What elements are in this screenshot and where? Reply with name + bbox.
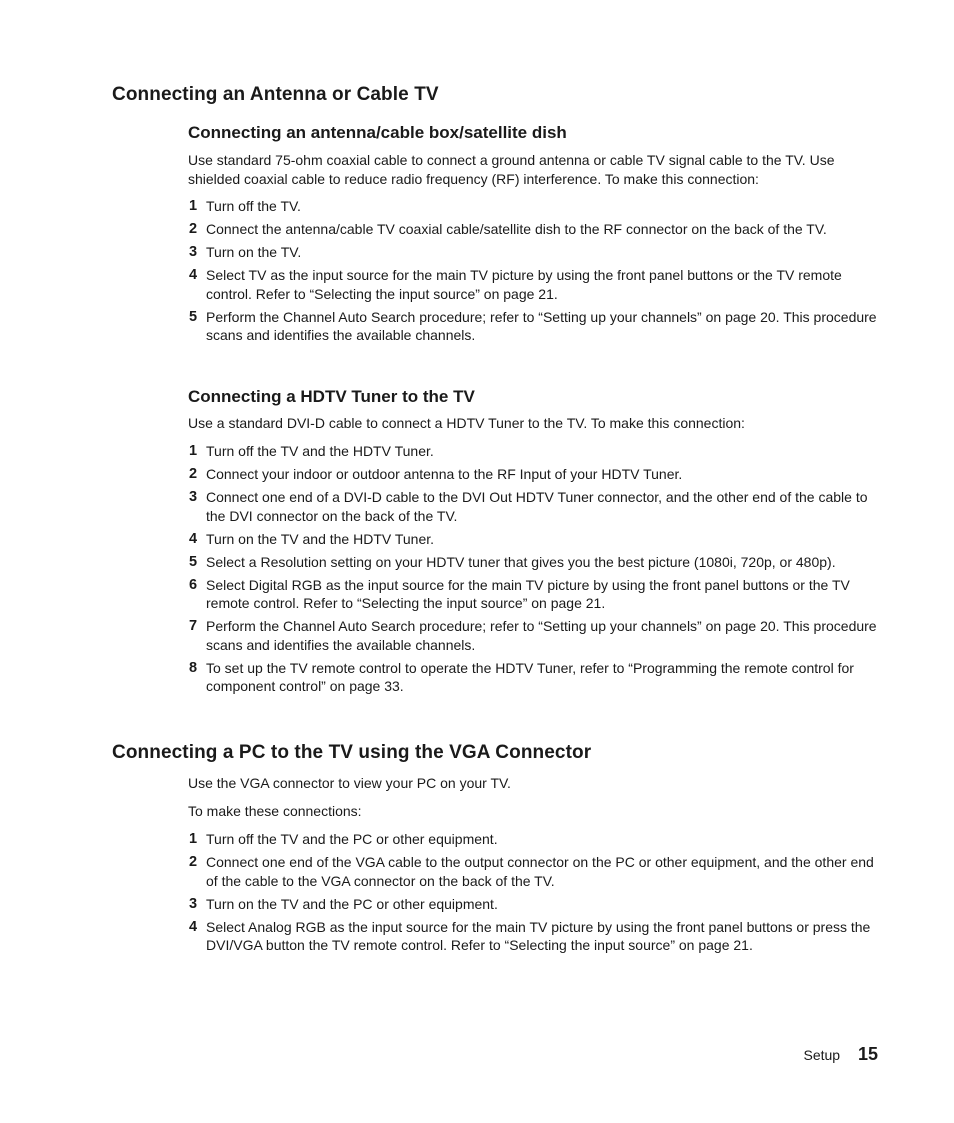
step-item: [188, 617, 882, 654]
heading-antenna-cable: Connecting an Antenna or Cable TV: [112, 84, 439, 105]
step-number: 3: [189, 489, 198, 505]
step-item: [188, 895, 882, 914]
step-item: [188, 442, 882, 461]
heading-vga: Connecting a PC to the TV using the VGA Connector: [112, 742, 592, 763]
step-text: Connect one end of a DVI-D cable to the DVI Out HDTV Tuner connector, and the other end of the cable to the DVI connector on the back of the TV.: [206, 489, 868, 524]
page-footer: [803, 1044, 878, 1065]
step-item: [188, 488, 882, 525]
step-text: Select Digital RGB as the input source for the main TV picture by using the front panel buttons or the TV remote control. Refer to “Selecting the input source” on page 21.: [206, 576, 850, 611]
step-number: 1: [189, 831, 198, 847]
step-text: Turn off the TV and the HDTV Tuner.: [206, 443, 434, 459]
step-number: 4: [189, 918, 198, 935]
step-text: Turn on the TV.: [206, 244, 302, 260]
intro-hdtv: Use a standard DVI-D cable to connect a HDTV Tuner to the TV. To make this connection:: [188, 415, 745, 431]
step-text: Connect one end of the VGA cable to the output connector on the PC or other equipment, and the other end of the cable to the VGA connector on the back of the TV.: [206, 854, 874, 889]
step-text: Turn off the TV.: [206, 198, 301, 214]
step-text: Turn on the TV and the HDTV Tuner.: [206, 530, 435, 547]
step-text: Perform the Channel Auto Search procedure; refer to “Setting up your channels” on page 20. This procedure scans and identifies the available channels.: [206, 308, 877, 343]
step-item: [188, 243, 882, 262]
step-text: Select a Resolution setting on your HDTV tuner that gives you the best picture (1080i, 720p, or 480p).: [206, 553, 836, 570]
step-text: Select Analog RGB as the input source for the main TV picture by using the front panel buttons or press the DVI/VGA button the TV remote control. Refer to “Selecting the input source” on page 21.: [206, 918, 871, 953]
steps-hdtv: [188, 442, 882, 700]
step-number: 8: [189, 659, 198, 676]
step-item: [188, 220, 882, 239]
step-item: [188, 197, 882, 216]
intro-vga: Use the VGA connector to view your PC on your TV.: [188, 775, 511, 791]
subheading-antenna-box-dish: Connecting an antenna/cable box/satellite dish: [188, 123, 567, 142]
step-item: [188, 918, 882, 955]
step-number: 7: [189, 618, 198, 634]
step-text: Perform the Channel Auto Search procedure; refer to “Setting up your channels” on page 20. This procedure scans and identifies the available channels.: [206, 618, 877, 653]
step-number: 5: [189, 308, 198, 325]
step-text: Turn off the TV and the PC or other equipment.: [206, 831, 498, 847]
step-number: 5: [189, 553, 198, 570]
step-text: Turn on the TV and the PC or other equipment.: [206, 895, 498, 912]
step-text: Select TV as the input source for the main TV picture by using the front panel buttons or the TV remote control. Refer to “Selecting the input source” on page 21.: [206, 267, 842, 302]
step-text: Connect the antenna/cable TV coaxial cable/satellite dish to the RF connector on the back of the TV.: [206, 221, 827, 237]
page-number: 15: [857, 1044, 878, 1064]
steps-antenna: [188, 197, 882, 349]
step-number: 2: [189, 466, 198, 482]
step-text: To set up the TV remote control to operate the HDTV Tuner, refer to “Programming the remote control for component control” on page 33.: [206, 659, 854, 694]
step-item: [188, 659, 882, 696]
intro-vga-connections: To make these connections:: [188, 803, 362, 819]
step-item: [188, 830, 882, 849]
subheading-hdtv-tuner: Connecting a HDTV Tuner to the TV: [188, 387, 475, 406]
step-number: 1: [189, 198, 198, 214]
step-number: 2: [189, 221, 198, 237]
step-number: 3: [189, 244, 198, 260]
step-number: 2: [189, 854, 198, 870]
steps-vga: [188, 830, 882, 959]
step-number: 4: [189, 530, 198, 547]
step-item: [188, 465, 882, 484]
step-item: [188, 266, 882, 303]
step-item: [188, 853, 882, 890]
footer-section: Setup: [803, 1047, 841, 1063]
step-number: 6: [189, 576, 198, 593]
step-item: [188, 553, 882, 572]
step-item: [188, 308, 882, 345]
step-number: 1: [189, 443, 198, 459]
step-number: 3: [189, 895, 198, 912]
step-number: 4: [189, 267, 198, 283]
intro-antenna: Use standard 75-ohm coaxial cable to connect a ground antenna or cable TV signal cable to the TV. Use shielded coaxial cable to reduce radio frequency (RF) interference. To make this connection:: [188, 152, 835, 187]
step-item: [188, 576, 882, 613]
step-text: Connect your indoor or outdoor antenna to the RF Input of your HDTV Tuner.: [206, 466, 683, 482]
step-item: [188, 530, 882, 549]
